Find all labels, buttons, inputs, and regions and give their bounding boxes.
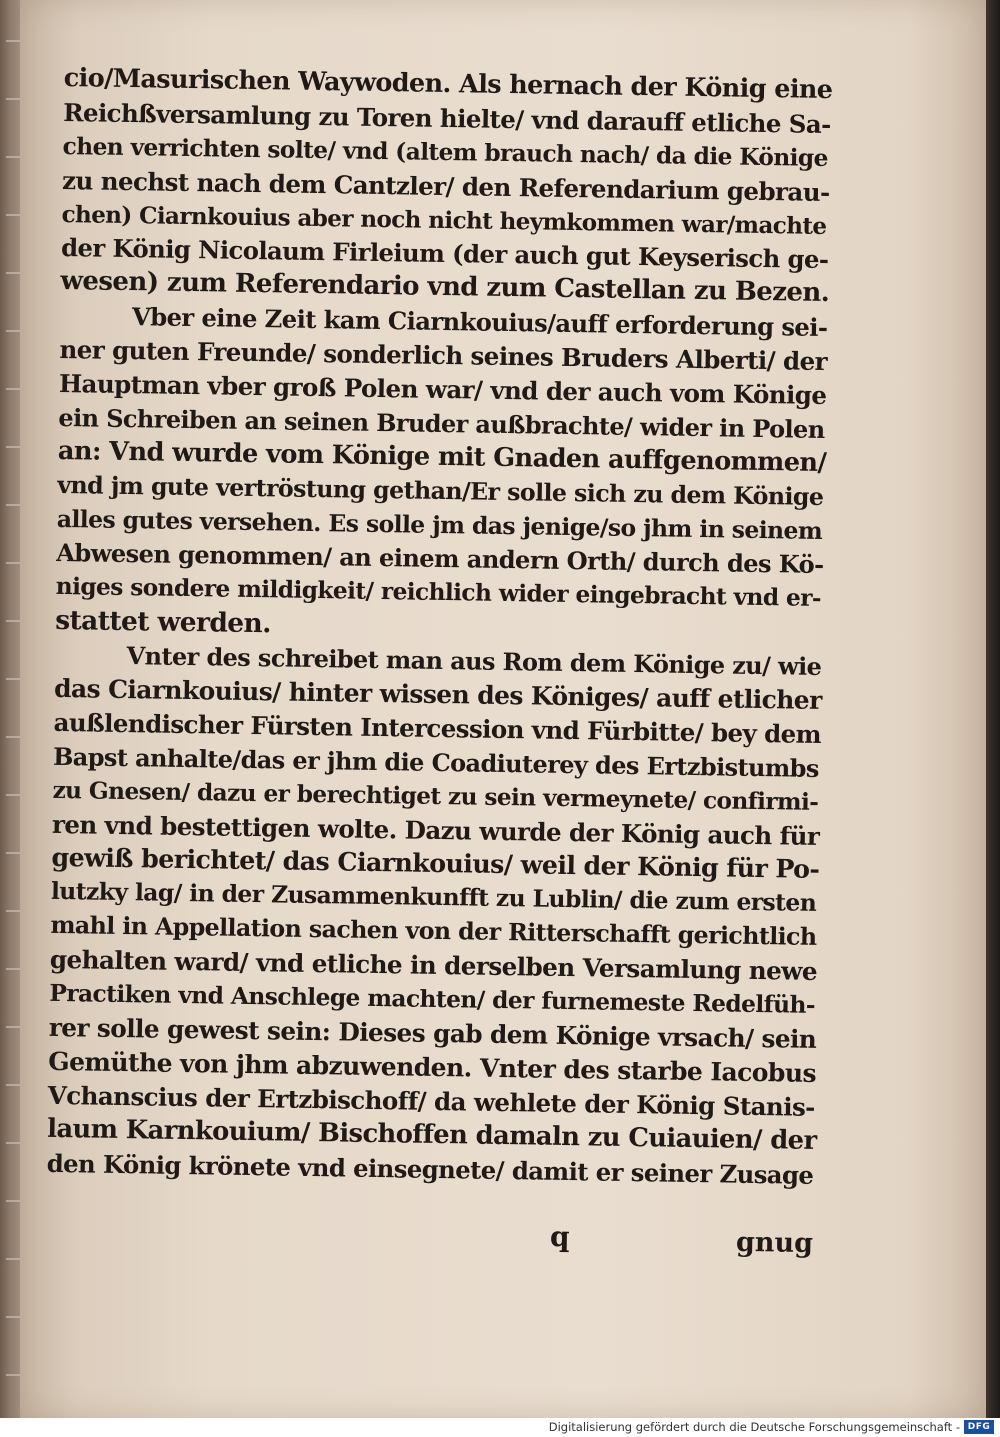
text-line: vnd jm gute vertröstung gethan/Er solle sich zu dem Könige [57,470,824,511]
paper-page [20,0,986,1418]
signature-mark: q [549,1219,570,1254]
text-line: laum Karnkouium/ Bischoffen damaln zu Cuiauien/ der [47,1113,817,1156]
text-line: gewiß berichtet/ das Ciarnkouius/ weil der König für Po- [51,842,820,885]
text-line: Abwesen genommen/ an einem andern Orth/ durch des Kö- [56,538,824,580]
catchword: gnug [735,1226,814,1260]
text-line: an: Vnd wurde vom Könige mit Gnaden auffgenommen/ [57,435,827,478]
text-line: Bapst anhalte/das er jhm die Coadiuterey des Ertzbistumbs [52,741,820,783]
text-line: der König Nicolaum Firleium (der auch gut Keyserisch ge- [60,233,829,275]
text-line: rer solle gewest sein: Dieses gab dem Könige vrsach/ sein [48,1012,817,1054]
dark-scan-margin [986,0,1000,1418]
body-text [46,62,833,1192]
dfg-logo: DFG [964,1420,994,1434]
text-line: stattet werden. [54,605,272,640]
text-line: chen) Ciarnkouius aber noch nicht heymkommen war/machte [61,200,827,240]
text-line: außlendischer Fürsten Intercession vnd Fürbitte/ bey dem [53,707,822,749]
text-line: ner guten Freunde/ sonderlich seines Bruders Alberti/ der [59,335,828,377]
text-line: das Ciarnkouius/ hinter wissen des Königes/ auff etlicher [53,673,822,716]
page-footer [549,1219,814,1264]
text-line: ein Schreiben an seinen Bruder außbrachte/ wider in Polen [58,402,825,444]
text-line: niges sondere mildigkeit/ reichlich wider eingebracht vnd er- [55,573,822,613]
text-line: zu nechst nach dem Cantzler/ den Referendarium gebrau- [61,165,830,207]
text-line: lutzky lag/ in der Zusammenkunfft zu Lublin/ die zum ersten [50,877,817,918]
text-line: cio/Masurischen Waywoden. Als hernach der König eine [63,62,833,106]
credit-text: Digitalisierung gefördert durch die Deutsche Forschungsgemeinschaft - [548,1420,960,1434]
text-line: gehalten ward/ vnd etliche in derselben Versamlung newe [49,945,818,987]
text-line: wesen) zum Referendario vnd zum Castellan zu Bezen. [60,266,830,309]
text-line: Gemüthe von jhm abzuwenden. Vnter des starbe Iacobus [48,1045,817,1088]
text-line: Vchanscius der Ertzbischoff/ da wehlete der König Stanis- [47,1080,816,1122]
text-line: den König krönete vnd einsegnete/ damit er seiner Zusage [46,1148,814,1190]
digitization-credit-bar [0,1418,1000,1437]
text-line: Vber eine Zeit kam Ciarnkouius/auff erforderung sei- [131,302,828,343]
text-line: Vnter des schreibet man aus Rom dem Könige zu/ wie [126,641,822,682]
text-line: zu Gnesen/ dazu er berechtiget zu sein vermeynete/ confirmi- [52,776,819,816]
text-line: chen verrichten solte/ vnd (altem brauch nach/ da die Könige [62,132,829,172]
text-line: ren vnd bestettigen wolte. Dazu wurde der König auch für [51,809,820,851]
text-line: Practiken vnd Anschlege machten/ der furnemeste Redelfüh- [49,978,816,1019]
text-line: Hauptman vber groß Polen war/ vnd der auch vom Könige [58,368,827,411]
text-line: mahl in Appellation sachen von der Ritterschafft gerichtlich [50,911,817,952]
text-line: Reichßversamlung zu Toren hielte/ vnd darauff etliche Sa- [62,97,831,139]
text-line: alles gutes versehen. Es solle jm das jenige/so jhm in seinem [56,504,823,545]
